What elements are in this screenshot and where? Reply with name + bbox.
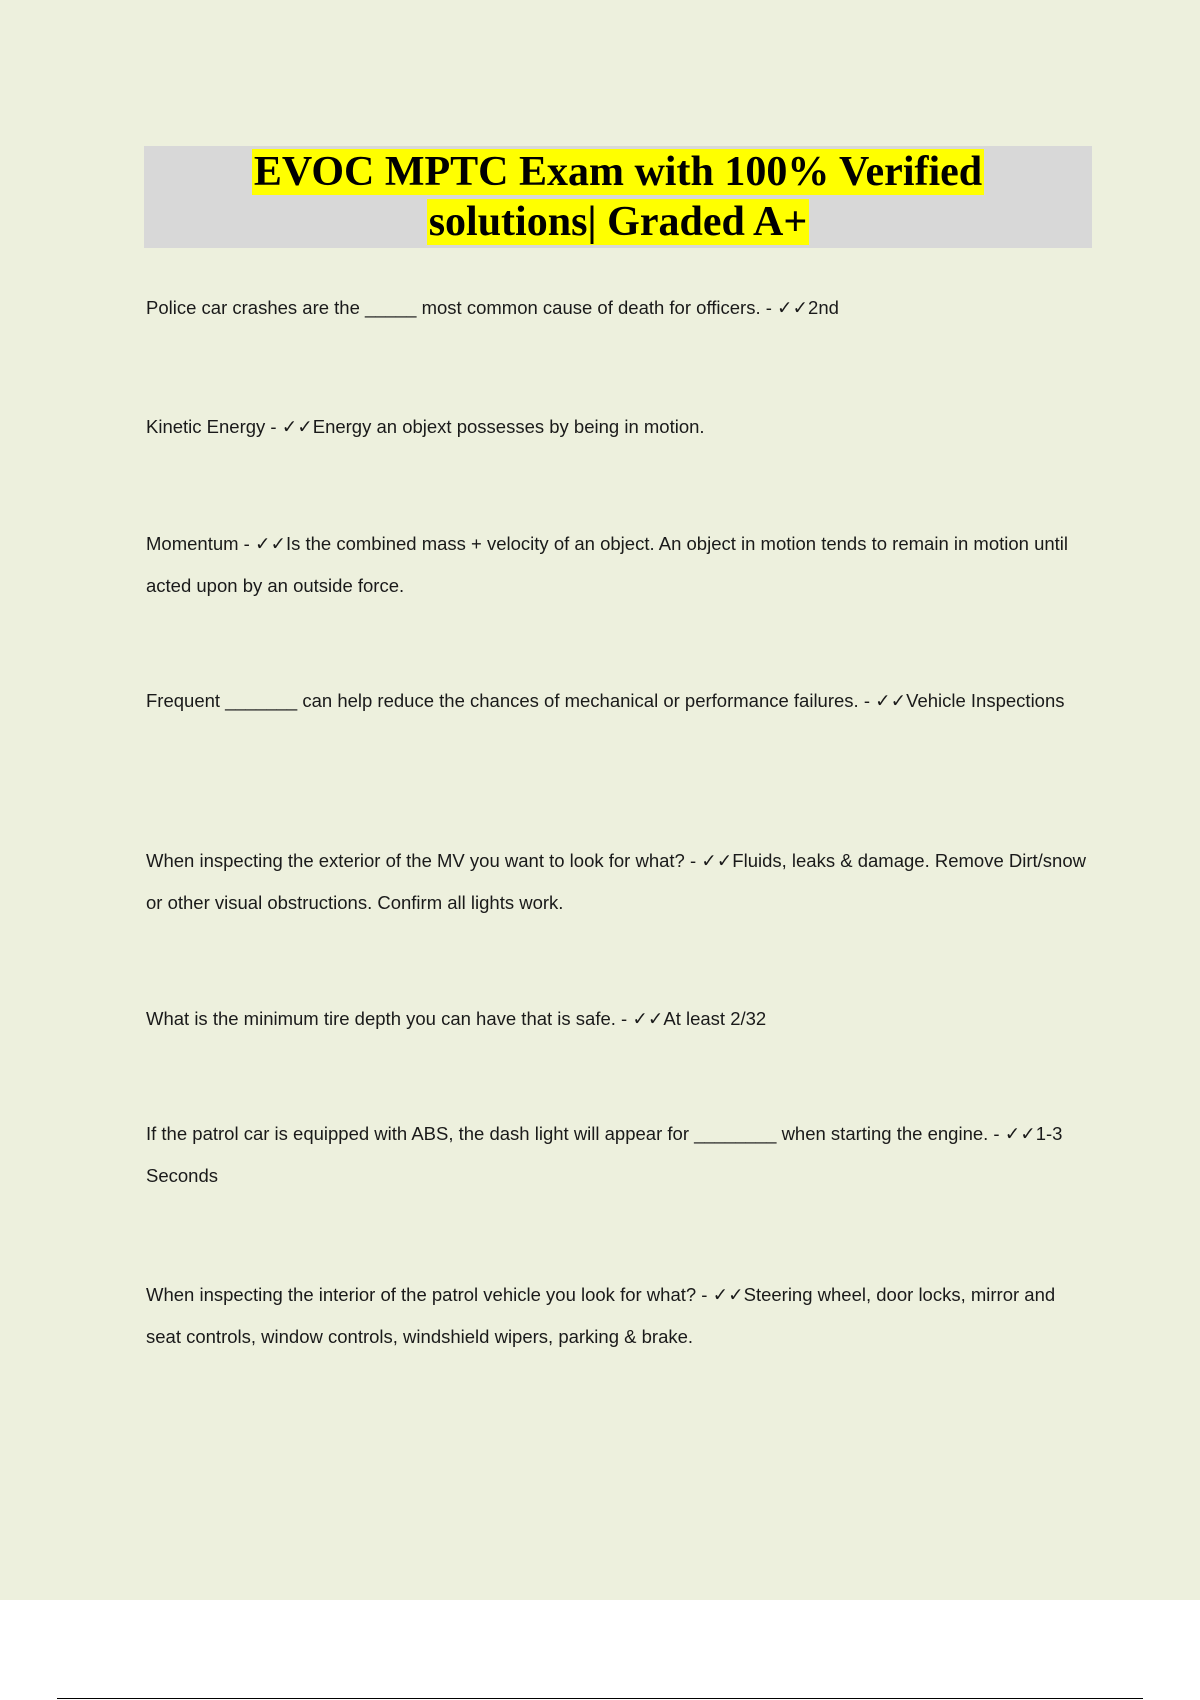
document-title xyxy=(144,146,1092,248)
qa-entry-kinetic-energy: Kinetic Energy - ✓✓Energy an objext possesses by being in motion. xyxy=(146,416,705,437)
qa-entry-abs-light: If the patrol car is equipped with ABS, the dash light will appear for ________ when starting the engine. - ✓✓1-3 Seconds xyxy=(146,1123,1063,1186)
footer-rule xyxy=(57,1698,1143,1699)
qa-entry-interior-inspection: When inspecting the interior of the patrol vehicle you look for what? - ✓✓Steering wheel, door locks, mirror and seat controls, window controls, windshield wipers, parking & brake. xyxy=(146,1284,1056,1347)
qa-entry-momentum: Momentum - ✓✓Is the combined mass + velocity of an object. An object in motion tends to remain in motion until acted upon by an outside force. xyxy=(146,533,1069,596)
qa-entry-vehicle-inspections: Frequent _______ can help reduce the chances of mechanical or performance failures. - ✓✓Vehicle Inspections xyxy=(146,690,1065,711)
qa-entry-crashes: Police car crashes are the _____ most common cause of death for officers. - ✓✓2nd xyxy=(146,297,839,318)
qa-entry-exterior-inspection: When inspecting the exterior of the MV you want to look for what? - ✓✓Fluids, leaks & damage. Remove Dirt/snow or other visual obstructions. Confirm all lights work. xyxy=(146,850,1086,913)
qa-entry-tire-depth: What is the minimum tire depth you can have that is safe. - ✓✓At least 2/32 xyxy=(146,1008,767,1029)
title-line-2: solutions| Graded A+ xyxy=(428,199,808,245)
title-line-1: EVOC MPTC Exam with 100% Verified xyxy=(253,149,983,195)
